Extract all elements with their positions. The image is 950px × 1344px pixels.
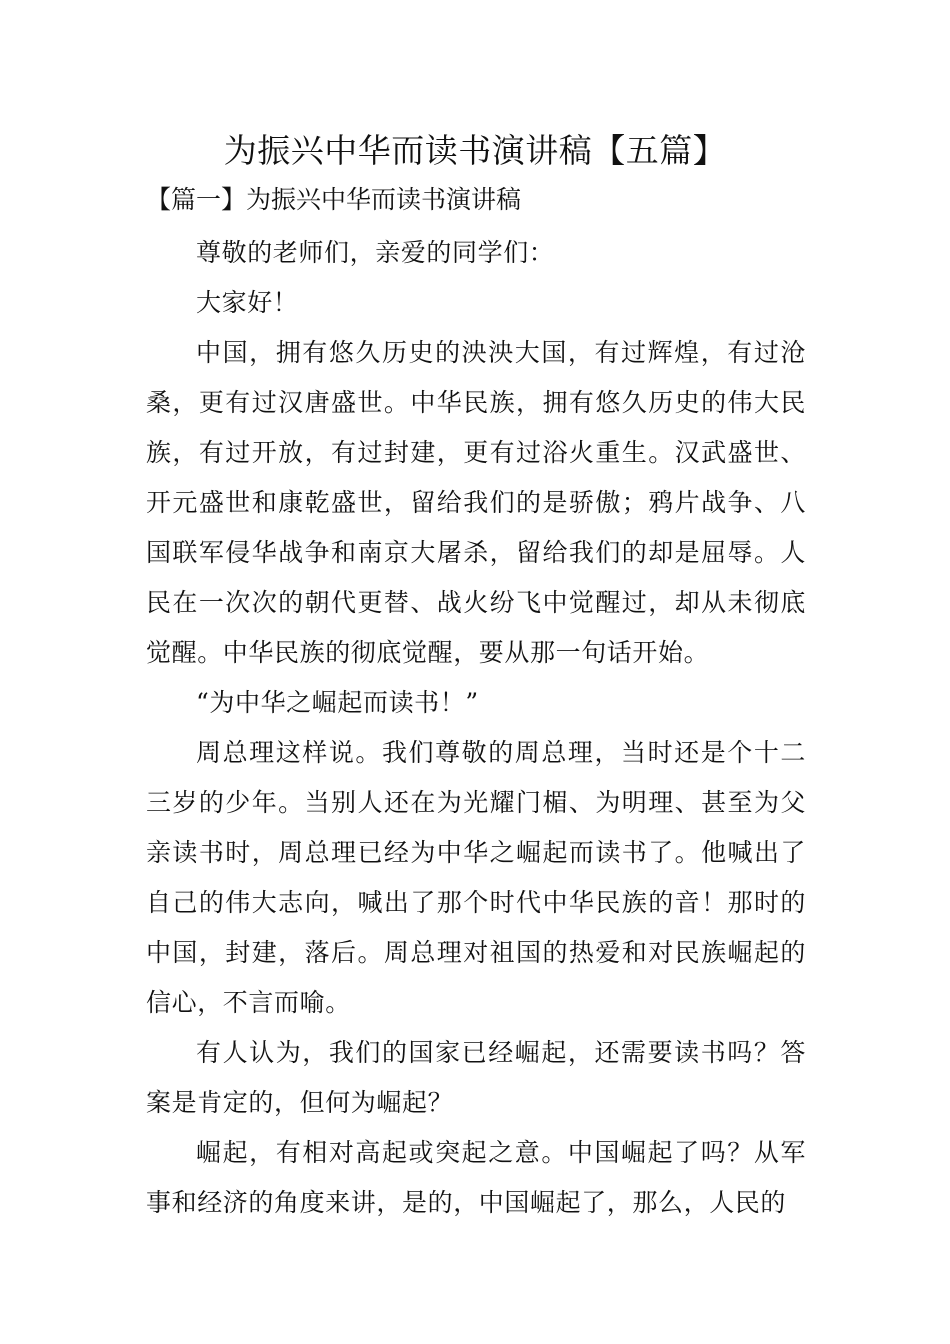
document-title: 为振兴中华而读书演讲稿【五篇】 [223, 131, 727, 170]
paragraph-rise: 崛起，有相对高起或突起之意。中国崛起了吗？从军事和经济的角度来讲，是的，中国崛起了，那么，人民的 [146, 1138, 806, 1217]
paragraph-quote: “为中华之崛起而读书！” [196, 688, 479, 717]
paragraph-history: 中国，拥有悠久历史的泱泱大国，有过辉煌，有过沧桑，更有过汉唐盛世。中华民族，拥有悠久历史的伟大民族，有过开放，有过封建，更有过浴火重生。汉武盛世、开元盛世和康乾盛世，留给我们的是骄傲；鸦片战争、八国联军侵华战争和南京大屠杀，留给我们的却是屈辱。人民在一次次的朝代更替、战火纷飞中觉醒过，却从未彻底觉醒。中华民族的彻底觉醒，要从那一句话开始。 [146, 338, 806, 667]
paragraph-zhou-enlai: 周总理这样说。我们尊敬的周总理，当时还是个十二三岁的少年。当别人还在为光耀门楣、为明理、甚至为父亲读书时，周总理已经为中华之崛起而读书了。他喊出了自己的伟大志向，喊出了那个时代中华民族的音！那时的中国，封建，落后。周总理对祖国的热爱和对民族崛起的信心，不言而喻。 [146, 738, 806, 1017]
paragraph-greeting: 大家好！ [196, 288, 299, 317]
paragraph-question: 有人认为，我们的国家已经崛起，还需要读书吗？答案是肯定的，但何为崛起？ [146, 1038, 806, 1117]
document-body [146, 228, 806, 1228]
paragraph-salutation: 尊敬的老师们，亲爱的同学们： [196, 238, 555, 267]
section-heading: 【篇一】为振兴中华而读书演讲稿 [146, 185, 522, 214]
